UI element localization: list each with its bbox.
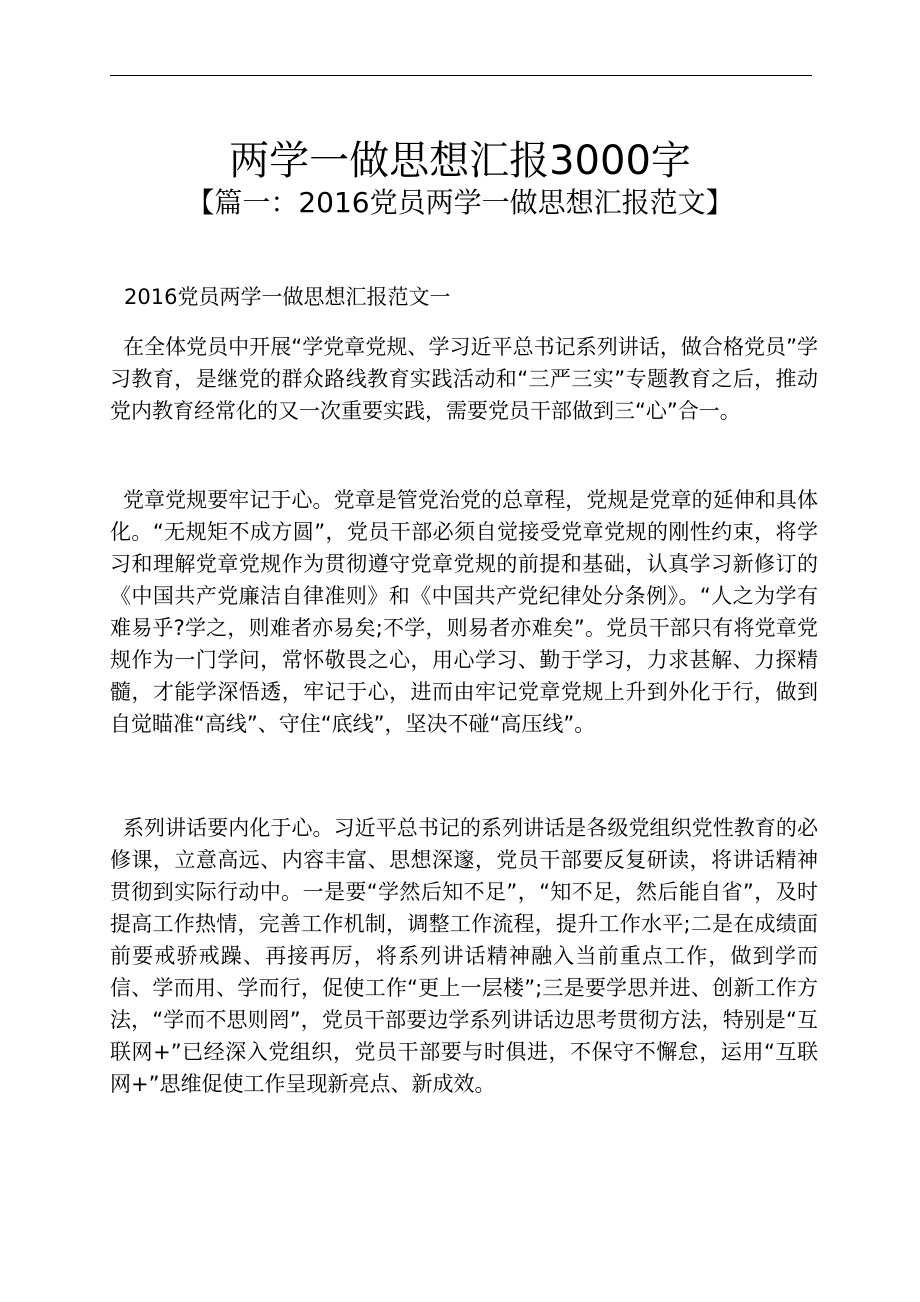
body-paragraph-3: 系列讲话要内化于心。习近平总书记的系列讲话是各级党组织党性教育的必修课，立意高远、内容丰富、思想深邃，党员干部要反复研读，将讲话精神贯彻到实际行动中。一是要“学然后知不足”，“知不足，然后能自省”，及时提高工作热情，完善工作机制，调整工作流程，提升工作水平;二是在成绩面前要戒骄戒躁、再接再厉，将系列讲话精神融入当前重点工作，做到学而信、学而用、学而行，促使工作“更上一层楼”;三是要学思并进、创新工作方法，“学而不思则罔”，党员干部要边学系列讲话边思考贯彻方法，特别是“互联网+”已经深入党组织，党员干部要与时俱进，不保守不懈怠，运用“互联网+”思维促使工作呈现新亮点、新成效。 bbox=[110, 816, 818, 1096]
document-subtitle: 【篇一：2016党员两学一做思想汇报范文】 bbox=[186, 186, 734, 219]
section-heading: 2016党员两学一做思想汇报范文一 bbox=[124, 285, 451, 309]
body-paragraph-2: 党章党规要牢记于心。党章是管党治党的总章程，党规是党章的延伸和具体化。“无规矩不成方圆”，党员干部必须自觉接受党章党规的刚性约束，将学习和理解党章党规作为贯彻遵守党章党规的前提和基础，认真学习新修订的《中国共产党廉洁自律准则》和《中国共产党纪律处分条例》。“人之为学有难易乎?学之，则难者亦易矣;不学，则易者亦难矣”。党员干部只有将党章党规作为一门学问，常怀敬畏之心，用心学习、勤于学习，力求甚解、力探精髓，才能学深悟透，牢记于心，进而由牢记党章党规上升到外化于行，做到自觉瞄准“高线”、守住“底线”，坚决不碰“高压线”。 bbox=[110, 488, 818, 736]
header-rule bbox=[110, 75, 812, 76]
document-title: 两学一做思想汇报3000字 bbox=[229, 137, 691, 184]
body-paragraph-1: 在全体党员中开展“学党章党规、学习近平总书记系列讲话，做合格党员”学习教育，是继党的群众路线教育实践活动和“三严三实”专题教育之后，推动党内教育经常化的又一次重要实践，需要党员干部做到三“心”合一。 bbox=[110, 335, 818, 423]
